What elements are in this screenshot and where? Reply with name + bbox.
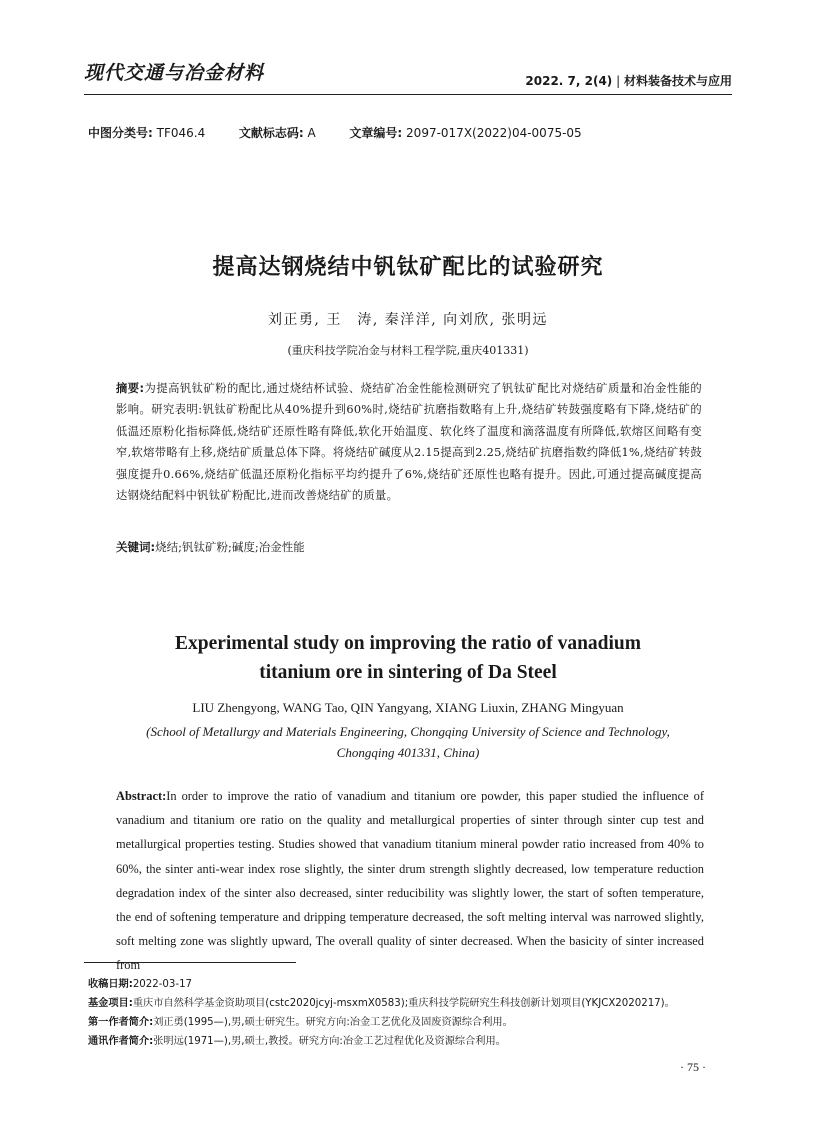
classification-line [88, 124, 582, 141]
footnote-label: 基金项目: [88, 998, 133, 1009]
footnote-fund [88, 994, 675, 1009]
footnote-text: 刘正勇(1995—),男,硕士研究生。研究方向:冶金工艺优化及固废资源综合利用。 [153, 1017, 513, 1028]
footnote-text: 张明远(1971—),男,硕士,教授。研究方向:冶金工艺过程优化及资源综合利用。 [153, 1036, 506, 1047]
title-en-line1: Experimental study on improving the ratio of vanadium [174, 633, 642, 654]
section-name: 材料装备技术与应用 [623, 74, 732, 88]
article-id-value: 2097-017X(2022)04-0075-05 [406, 126, 582, 140]
footnote-text: 重庆市自然科学基金资助项目(cstc2020jcyj-msxmX0583);重庆科技学院研究生科技创新计划项目(YKJCX2020217)。 [132, 998, 675, 1009]
footnote-rule [84, 962, 296, 963]
authors-en: LIU Zhengyong, WANG Tao, QIN Yangyang, XIANG Liuxin, ZHANG Mingyuan [192, 700, 624, 715]
footnote-label: 收稿日期: [88, 979, 133, 990]
issue-separator: | [616, 74, 624, 88]
affiliation-cn: (重庆科技学院冶金与材料工程学院,重庆401331) [287, 344, 529, 357]
issue-number: 2022. 7, 2(4) [525, 74, 613, 88]
keywords-cn [116, 539, 305, 555]
title-cn: 提高达钢烧结中钒钛矿配比的试验研究 [212, 255, 604, 280]
title-en [0, 629, 816, 687]
journal-logo: 现代交通与冶金材料 [84, 62, 265, 84]
abstract-en-text: In order to improve the ratio of vanadium and titanium ore powder, this paper studied the influence of vanadium and titanium ore ratio on the quality and metallurgical properties of sinter through sinter cup test and metallurgical properties testing. Studies showed that vanadium titanium mineral powder ratio increased from 40% to 60%, the sinter anti-wear index rose slightly, the sinter drum strength slightly decreased, low temperature reduction degradation index of the sinter also decreased, sinter reducibility was slightly lower, the start of soften temperature, the end of softening temperature and dripping temperature decreased, the soft melting interval was narrowed slightly, soft melting zone was slightly upward, The overall quality of sinter decreased. When the basicity of sinter increased from [116, 789, 704, 973]
footnote-received [88, 975, 192, 990]
affiliation-en: (School of Metallurgy and Materials Engineering, Chongqing University of Science and Technology, Chongqing 401331, China) [146, 724, 670, 760]
abstract-en [116, 784, 704, 978]
footnote-corresponding-author [88, 1032, 506, 1047]
keywords-cn-text: 烧结;钒钛矿粉;碱度;冶金性能 [155, 540, 305, 554]
abstract-cn-text: 为提高钒钛矿粉的配比,通过烧结杯试验、烧结矿冶金性能检测研究了钒钛矿配比对烧结矿质量和冶金性能的影响。研究表明:钒钛矿粉配比从40%提升到60%时,烧结矿抗磨指数略有上升,烧结矿转鼓强度略有下降,烧结矿的低温还原粉化指标降低,烧结矿还原性略有降低,软化开始温度、软化终了温度和滴落温度有所降低,软熔区间略有变窄,软熔带略有上移,烧结矿质量总体下降。将烧结矿碱度从2.15提高到2.25,烧结矿抗磨指数约降低1%,烧结矿转鼓强度提升0.66%,烧结矿低温还原粉化指标平均约提升了6%,烧结矿还原性也略有提升。因此,可通过提高碱度提高达钢烧结配料中钒钛矿粉配比,进而改善烧结矿的质量。 [116, 382, 702, 503]
page-number: · 75 · [680, 1060, 706, 1074]
issue-info [525, 72, 732, 89]
footnote-text: 2022-03-17 [132, 979, 193, 990]
abstract-cn [116, 378, 702, 506]
footnote-first-author [88, 1013, 513, 1028]
clc-value: TF046.4 [156, 126, 206, 140]
title-en-line2: titanium ore in sintering of Da Steel [259, 662, 557, 683]
authors-cn: 刘正勇, 王 涛, 秦洋洋, 向刘欣, 张明远 [267, 312, 549, 328]
footnote-label: 通讯作者简介: [88, 1036, 154, 1047]
footnote-label: 第一作者简介: [88, 1017, 154, 1028]
abstract-en-label: Abstract: [116, 789, 167, 803]
article-id-label: 文章编号: [349, 126, 403, 140]
clc-label: 中图分类号: [88, 126, 153, 140]
header-rule [84, 94, 732, 95]
doc-code-label: 文献标志码: [238, 126, 304, 140]
keywords-cn-label: 关键词: [116, 540, 156, 554]
doc-code-value: A [307, 126, 316, 140]
abstract-cn-label: 摘要: [116, 382, 145, 395]
